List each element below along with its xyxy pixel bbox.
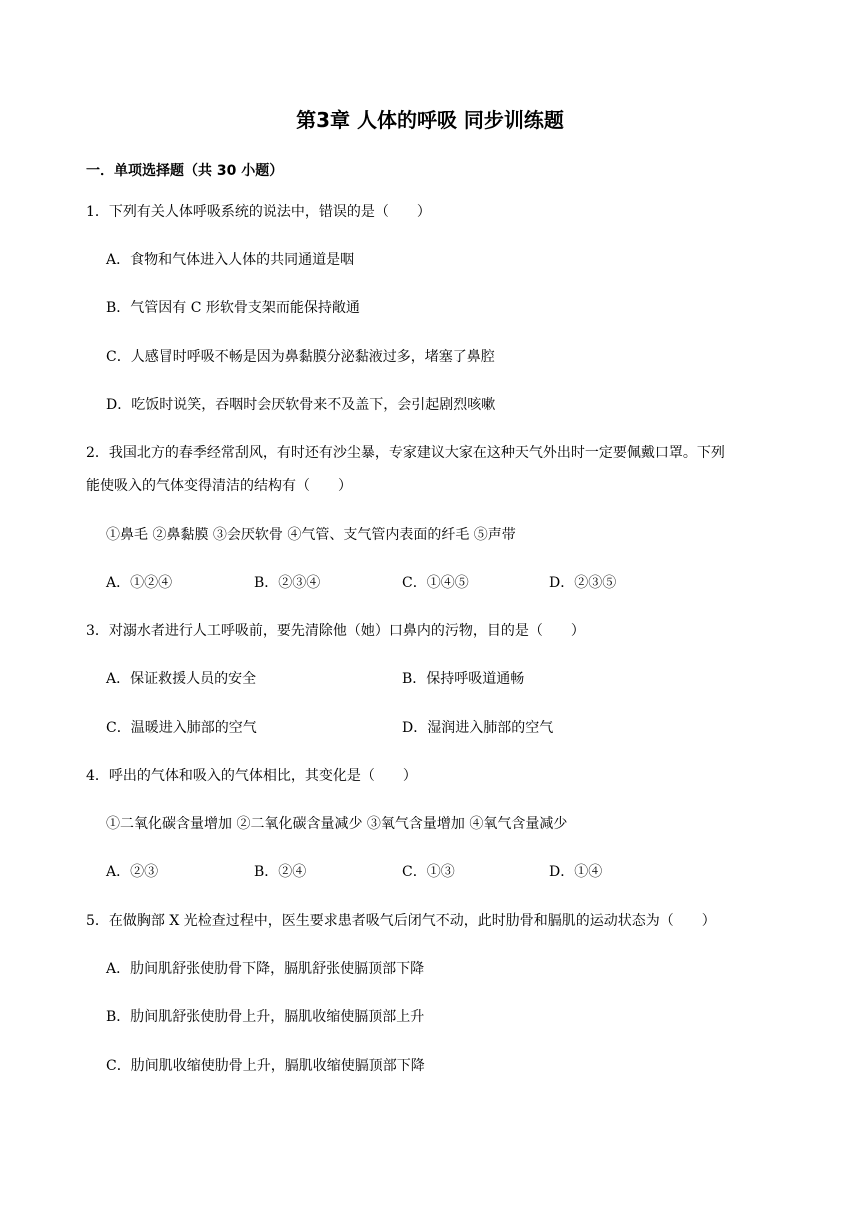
question-1-option-b: B．气管因有 C 形软骨支架而能保持敞通 [106,300,360,316]
question-3-stem: 3．对溺水者进行人工呼吸前，要先清除他（她）口鼻内的污物，目的是（ ） [86,623,585,639]
question-2-items: ①鼻毛 ②鼻黏膜 ③会厌软骨 ④气管、支气管内表面的纤毛 ⑤声带 [106,527,516,543]
question-4-stem: 4．呼出的气体和吸入的气体相比，其变化是（ ） [86,768,417,784]
question-2-stem-line-2: 能使吸入的气体变得清洁的结构有（ ） [86,478,352,494]
question-4-option-c: C．①③ [402,864,455,880]
question-3-option-d: D．湿润进入肺部的空气 [402,720,554,736]
question-3-option-a: A．保证救援人员的安全 [106,671,257,687]
question-3-option-c: C．温暖进入肺部的空气 [106,720,257,736]
question-1-option-c: C．人感冒时呼吸不畅是因为鼻黏膜分泌黏液过多，堵塞了鼻腔 [106,349,495,365]
page-title: 第3章 人体的呼吸 同步训练题 [296,108,564,132]
question-2-option-b: B．②③④ [254,575,321,591]
question-3-option-b: B．保持呼吸道通畅 [402,671,525,687]
question-2-option-a: A．①②④ [106,575,173,591]
question-1-option-d: D．吃饭时说笑，吞咽时会厌软骨来不及盖下，会引起剧烈咳嗽 [106,397,496,413]
question-4-option-d: D．①④ [549,864,603,880]
question-4-items: ①二氧化碳含量增加 ②二氧化碳含量减少 ③氧气含量增加 ④氧气含量减少 [106,816,568,832]
question-2-option-c: C．①④⑤ [402,575,469,591]
question-2-option-d: D．②③⑤ [549,575,617,591]
question-2-stem-line-1: 2．我国北方的春季经常刮风，有时还有沙尘暴，专家建议大家在这种天气外出时一定要佩戴口罩。下列 [86,445,725,461]
question-1-stem: 1．下列有关人体呼吸系统的说法中，错误的是（ ） [86,204,431,220]
question-5-option-c: C．肋间肌收缩使肋骨上升，膈肌收缩使膈顶部下降 [106,1058,425,1074]
section-heading: 一．单项选择题（共 30 小题） [86,163,284,179]
question-5-option-b: B．肋间肌舒张使肋骨上升，膈肌收缩使膈顶部上升 [106,1009,425,1025]
question-1-option-a: A．食物和气体进入人体的共同通道是咽 [106,252,355,268]
question-5-stem: 5．在做胸部 X 光检查过程中，医生要求患者吸气后闭气不动，此时肋骨和膈肌的运动状态为（ ） [86,913,716,929]
question-4-option-a: A．②③ [106,864,159,880]
question-4-option-b: B．②④ [254,864,307,880]
question-5-option-a: A．肋间肌舒张使肋骨下降，膈肌舒张使膈顶部下降 [106,961,425,977]
